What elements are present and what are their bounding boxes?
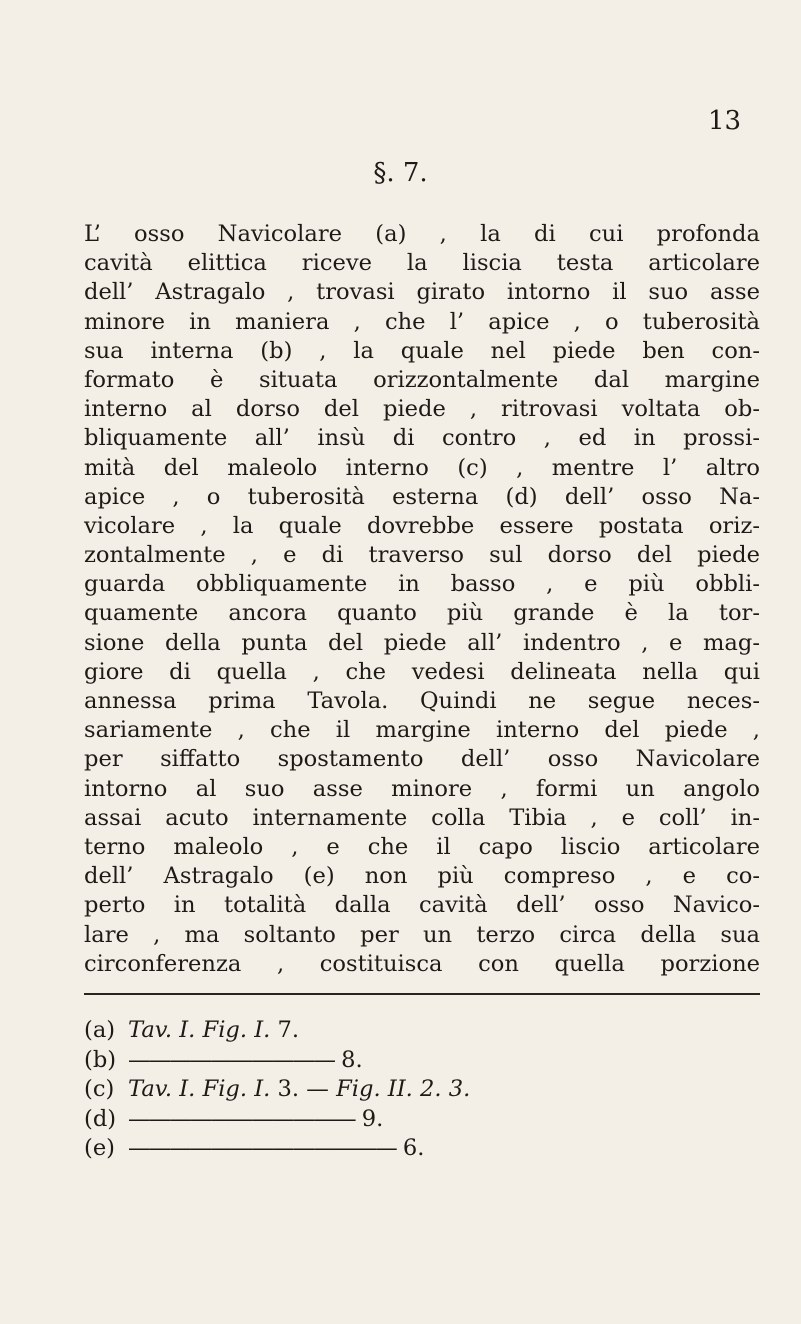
footnote-mark: (e)	[84, 1135, 116, 1161]
footnote-number: 8.	[341, 1046, 363, 1073]
footnote-mark: (a)	[84, 1017, 116, 1043]
text-line: annessa prima Tavola. Quindi ne segue neces-	[84, 688, 760, 714]
text-line: mità del maleolo interno (c) , mentre l’ altro	[84, 454, 760, 481]
footnote	[84, 1105, 760, 1135]
footnote-number: 9.	[361, 1105, 384, 1132]
ditto-dashes: ——————————	[128, 1046, 334, 1073]
footnote-mark: (b)	[84, 1046, 117, 1073]
text-line: per siffatto spostamento dell’ osso Navicolare	[84, 746, 760, 773]
ditto-dashes: —————————————	[128, 1135, 396, 1161]
ditto-dashes: ———————————	[128, 1105, 355, 1132]
footnote-reference: Tav. I. Fig. I.	[128, 1017, 271, 1043]
text-line: formato è situata orizzontalmente dal margine	[84, 366, 760, 393]
text-line: bliquamente all’ insù di contro , ed in prossi-	[84, 425, 760, 452]
text-line: sione della punta del piede all’ indentro , e mag-	[84, 629, 760, 656]
text-line: terno maleolo , e che il capo liscio articolare	[84, 833, 760, 860]
text-line: perto in totalità dalla cavità dell’ osso Navico-	[84, 892, 760, 919]
text-line: interno al dorso del piede , ritrovasi voltata ob-	[84, 396, 760, 423]
footnote	[84, 1134, 760, 1164]
footnote-mark: (d)	[84, 1105, 117, 1132]
text-line: dell’ Astragalo , trovasi girato intorno il suo asse	[84, 279, 760, 306]
text-line: assai acuto internamente colla Tibia , e coll’ in-	[84, 804, 760, 831]
section-heading: §. 7.	[373, 158, 428, 188]
text-line: zontalmente , e di traverso sul dorso del piede	[84, 542, 760, 569]
text-line: lare , ma soltanto per un terzo circa della sua	[84, 921, 760, 948]
footnote-number: 6.	[402, 1135, 425, 1161]
text-line: quamente ancora quanto più grande è la tor-	[84, 600, 760, 627]
text-line: dell’ Astragalo (e) non più compreso , e co-	[84, 863, 760, 890]
main-text	[84, 220, 760, 979]
text-line: guarda obbliquamente in basso , e più obbli-	[84, 571, 760, 598]
text-line: sua interna (b) , la quale nel piede ben con-	[84, 337, 760, 364]
footnote-number: 3.	[277, 1076, 300, 1102]
footnote: (c) Tav. I. Fig. I. 3. — Fig. II. 2. 3.	[84, 1075, 760, 1105]
text-line: minore in maniera , che l’ apice , o tuberosità	[84, 308, 760, 335]
footnotes	[84, 1016, 760, 1164]
text-line: giore di quella , che vedesi delineata nella qui	[84, 658, 760, 685]
text-line: vicolare , la quale dovrebbe essere postata oriz-	[84, 512, 760, 539]
text-line: sariamente , che il margine interno del piede ,	[84, 717, 760, 744]
text-line: circonferenza , costituisca con quella porzione	[84, 950, 760, 977]
text-line: apice , o tuberosità esterna (d) dell’ osso Na-	[84, 483, 760, 510]
page-number: 13	[708, 106, 742, 136]
footnote-extra-reference: Fig. II. 2. 3.	[336, 1076, 471, 1102]
footnote-reference: Tav. I. Fig. I.	[128, 1076, 271, 1102]
text-line: L’ osso Navicolare (a) , la di cui profonda	[84, 221, 760, 247]
footnote	[84, 1016, 760, 1046]
text-line: cavità elittica riceve la liscia testa articolare	[84, 250, 760, 277]
footnote-mark: (c)	[84, 1076, 115, 1102]
text-line: intorno al suo asse minore , formi un angolo	[84, 775, 760, 802]
footnote	[84, 1046, 760, 1076]
footnote-number: 7.	[277, 1017, 300, 1043]
footnote-rule	[84, 993, 760, 995]
